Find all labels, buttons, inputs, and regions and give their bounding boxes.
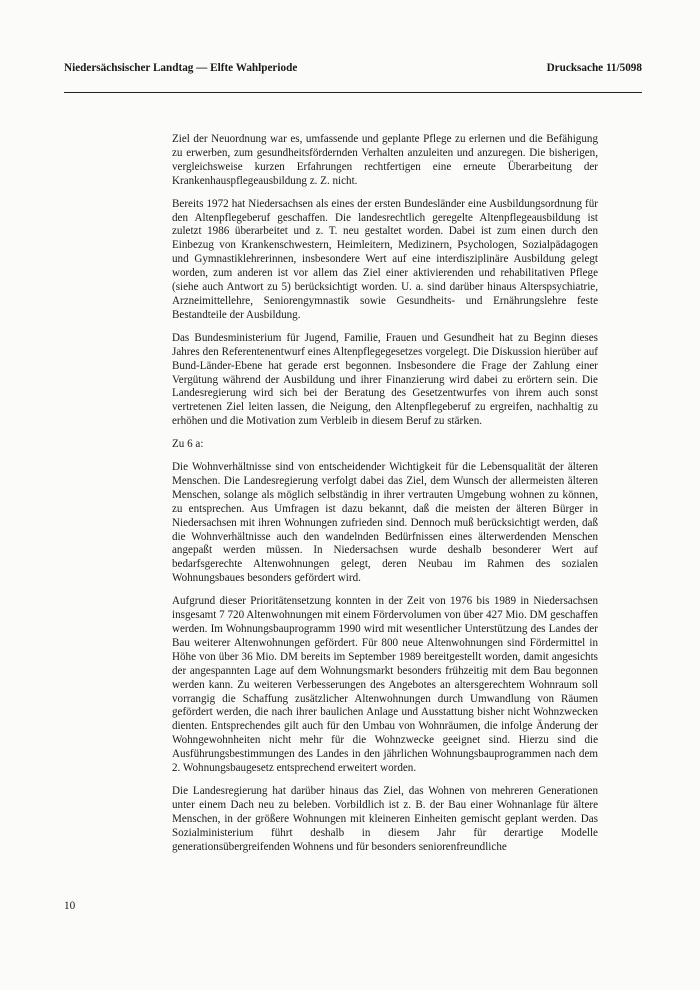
header-title: Niedersächsischer Landtag — Elfte Wahlperiode (64, 62, 298, 74)
document-number: Drucksache 11/5098 (546, 62, 642, 74)
paragraph-1: Ziel der Neuordnung war es, umfassende und geplante Pflege zu erlernen und die Befähigung zu erwerben, zum gesundheitsfördernden Verhalten anzuleiten und anzuregen. Die bisherigen, vergleichsweise kurzen Erfahrungen rechtfertigen eine erneute Überarbeitung der Krankenhauspflegeausbildung z. Z. nicht. (172, 133, 598, 187)
paragraph-4: Die Wohnverhältnisse sind von entscheidender Wichtigkeit für die Lebensqualität der älteren Menschen. Die Landesregierung verfolgt dabei das Ziel, dem Wunsch der allermeisten älteren Menschen, solange als möglich selbständig in ihrer vertrauten Umgebung wohnen zu können, zu entsprechen. Aus Umfragen ist dazu bekannt, daß die meisten der älteren Bürger in Niedersachsen mit ihren Wohnungen zufrieden sind. Dennoch muß berücksichtigt werden, daß die Wohnverhältnisse auch den wandelnden Bedürfnissen eines älterwerdenden Menschen angepaßt werden müssen. In Niedersachsen wurde deshalb besonderer Wert auf bedarfsgerechte Altenwohnungen gelegt, deren Neubau im Rahmen des sozialen Wohnungsbaues besonders gefördert wird. (172, 461, 598, 585)
document-body (172, 133, 598, 864)
paragraph-5: Aufgrund dieser Prioritätensetzung konnten in der Zeit von 1976 bis 1989 in Niedersachsen insgesamt 7 720 Altenwohnungen mit einem Fördervolumen von über 427 Mio. DM geschaffen werden. Im Wohnungsbauprogramm 1990 wird mit wesentlicher Unterstützung des Landes der Bau weiterer Altenwohnungen gefördert. Für 800 neue Altenwohnungen sind Fördermittel in Höhe von über 36 Mio. DM bereits im September 1989 bereitgestellt worden, damit angesichts der angespannten Lage auf dem Wohnungsmarkt besonders frühzeitig mit dem Bau begonnen werden kann. Zu weiteren Verbesserungen des Angebotes an altersgerechtem Wohnraum soll vorrangig die Schaffung zusätzlicher Altenwohnungen durch Umwandlung von Räumen gefördert werden, die nach ihrer baulichen Anlage und Ausstattung bisher nicht Wohnzwecken dienten. Entsprechendes gilt auch für den Umbau von Wohnräumen, die infolge Änderung der Wohngewohnheiten nicht mehr für die Wohnzwecke geeignet sind. Hierzu sind die Ausführungsbestimmungen des Landes in den jährlichen Wohnungsbauprogrammen nach dem 2. Wohnungsbaugesetz entsprechend erweitert worden. (172, 595, 598, 775)
page-number: 10 (64, 900, 76, 912)
section-heading: Zu 6 a: (172, 438, 204, 451)
paragraph-2: Bereits 1972 hat Niedersachsen als eines der ersten Bundesländer eine Ausbildungsordnung für den Altenpflegeberuf geschaffen. Die landesrechtlich geregelte Altenpflegeausbildung ist zuletzt 1986 überarbeitet und z. T. neu gestaltet worden. Dabei ist zum einen durch den Einbezug von Krankenschwestern, Heimleitern, Medizinern, Psychologen, Sozialpädagogen und Gymnastiklehrerinnen, insbesondere Wert auf eine interdisziplinäre Ausbildung gelegt worden, zum anderen ist vor allem das Ziel einer aktivierenden und rehabilitativen Pflege (siehe auch Antwort zu 5) berücksichtigt worden. U. a. sind darüber hinaus Alterspsychiatrie, Arzneimittellehre, Seniorengymnastik sowie Gesundheits- und Ernährungslehre feste Bestandteile der Ausbildung. (172, 197, 598, 321)
paragraph-6: Die Landesregierung hat darüber hinaus das Ziel, das Wohnen von mehreren Generationen unter einem Dach neu zu beleben. Vorbildlich ist z. B. der Bau einer Wohnanlage für ältere Menschen, in der größere Wohnungen mit kleineren Einheiten gemischt geplant werden. Das Sozialministerium führt deshalb in diesem Jahr für derartige Modelle generationsübergreifenden Wohnens und für besonders seniorenfreundliche (172, 784, 598, 853)
header-rule (64, 92, 642, 93)
page-header (64, 62, 642, 74)
paragraph-3: Das Bundesministerium für Jugend, Familie, Frauen und Gesundheit hat zu Beginn dieses Jahres den Referentenentwurf eines Altenpflegegesetzes vorgelegt. Die Diskussion hierüber auf Bund-Länder-Ebene hat gerade erst begonnen. Insbesondere die Frage der Zahlung einer Vergütung während der Ausbildung und ihrer Finanzierung wird dabei zu erörtern sein. Die Landesregierung wird sich bei der Beratung des Gesetzentwurfes von ihrem auch sonst vertretenen Ziel leiten lassen, die Neigung, den Altenpflegeberuf zu ergreifen, nachhaltig zu erhöhen und die Motivation zum Verbleib in diesem Beruf zu stärken. (172, 331, 598, 428)
